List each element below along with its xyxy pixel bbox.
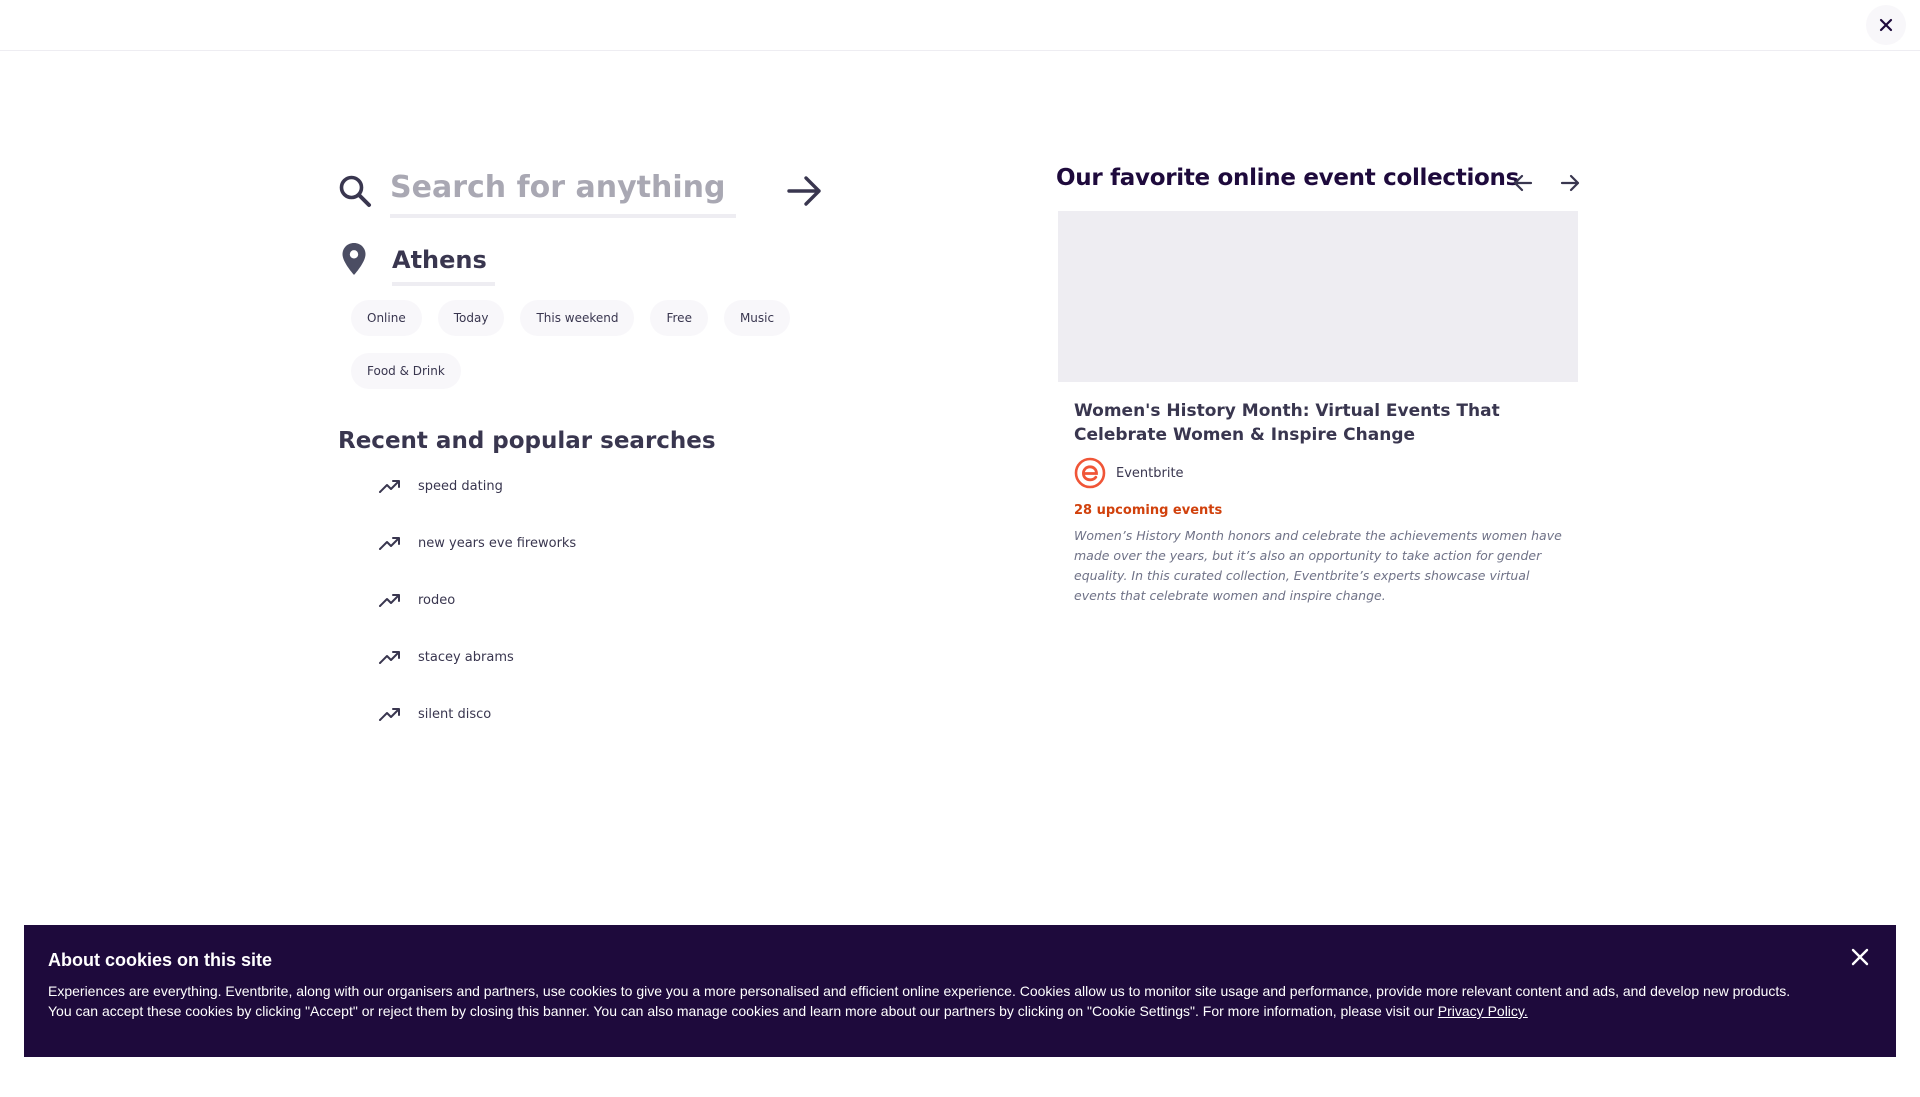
trending-icon xyxy=(378,592,402,610)
close-search-button[interactable] xyxy=(1866,5,1906,45)
recent-search-label: rodeo xyxy=(418,593,456,608)
list-item[interactable] xyxy=(378,535,758,592)
trending-icon xyxy=(378,535,402,553)
list-item[interactable] xyxy=(378,706,758,763)
search-row xyxy=(338,160,828,220)
list-item[interactable] xyxy=(378,478,758,535)
collection-title: Women's History Month: Virtual Events That Celebrate Women & Inspire Change xyxy=(1074,401,1500,445)
list-item[interactable] xyxy=(378,649,758,706)
search-icon xyxy=(338,174,372,208)
chip-food-drink[interactable]: Food & Drink xyxy=(351,353,461,389)
cookie-banner-title: About cookies on this site xyxy=(48,950,273,970)
close-icon[interactable] xyxy=(1848,945,1872,969)
recent-search-label: speed dating xyxy=(418,479,503,494)
collection-card[interactable] xyxy=(1058,211,1578,603)
trending-icon xyxy=(378,478,402,496)
cookie-text-line1: Experiences are everything. Eventbrite, along with our organisers and partners, use cookies to give you a more personalised and efficient online experience. Cookies allow us to monitor site usage and performance, provide more relevant content and ads, and develop new products. xyxy=(48,983,1791,999)
arrow-left-icon[interactable] xyxy=(1510,170,1536,196)
collection-card-body xyxy=(1058,382,1578,603)
recent-search-label: new years eve fireworks xyxy=(418,536,577,551)
top-bar xyxy=(0,0,1920,51)
chip-this-weekend[interactable]: This weekend xyxy=(520,300,634,336)
privacy-policy-link[interactable]: Privacy Policy. xyxy=(1437,1003,1528,1019)
cookie-banner-text xyxy=(48,981,1848,1021)
recent-searches-list xyxy=(378,478,758,763)
location-pin-icon xyxy=(341,242,367,276)
recent-search-label: stacey abrams xyxy=(418,650,514,665)
location-selector[interactable]: Athens xyxy=(392,238,495,286)
search-input[interactable] xyxy=(390,160,736,214)
quick-filter-chips xyxy=(351,300,811,389)
organizer-name: Eventbrite xyxy=(1116,465,1184,481)
trending-icon xyxy=(378,706,402,724)
chip-music[interactable]: Music xyxy=(724,300,790,336)
chip-online[interactable]: Online xyxy=(351,300,422,336)
search-field xyxy=(390,160,736,218)
recent-search-label: silent disco xyxy=(418,707,492,722)
arrow-right-icon[interactable] xyxy=(1557,170,1583,196)
cookie-banner xyxy=(24,925,1896,1057)
recent-searches-title: Recent and popular searches xyxy=(338,428,716,454)
list-item[interactable] xyxy=(378,592,758,649)
eventbrite-logo-icon xyxy=(1074,457,1106,489)
cookie-text-line2-body: You can accept these cookies by clicking "Accept" or reject them by closing this banner. You can also manage cookies and learn more about our partners by clicking on "Cookie Settings". For more information, please visit our xyxy=(48,1003,1434,1019)
upcoming-events-count: 28 upcoming events xyxy=(1074,503,1223,518)
close-icon xyxy=(1879,18,1893,32)
chip-today[interactable]: Today xyxy=(438,300,505,336)
collection-description: Women’s History Month honors and celebrate the achievements women have made over the years, but it’s also an opportunity to take action for gender equality. In this curated collection, Eventbrite’s experts showcase virtual events that celebrate women and inspire change. xyxy=(1074,528,1562,603)
collections-title: Our favorite online event collections xyxy=(1056,165,1519,191)
cookie-text-line2 xyxy=(48,1001,1848,1021)
location-row xyxy=(338,238,638,288)
collection-image xyxy=(1058,211,1578,382)
arrow-right-icon[interactable] xyxy=(786,174,824,208)
trending-icon xyxy=(378,649,402,667)
organizer-row xyxy=(1074,457,1562,489)
chip-free[interactable]: Free xyxy=(650,300,707,336)
